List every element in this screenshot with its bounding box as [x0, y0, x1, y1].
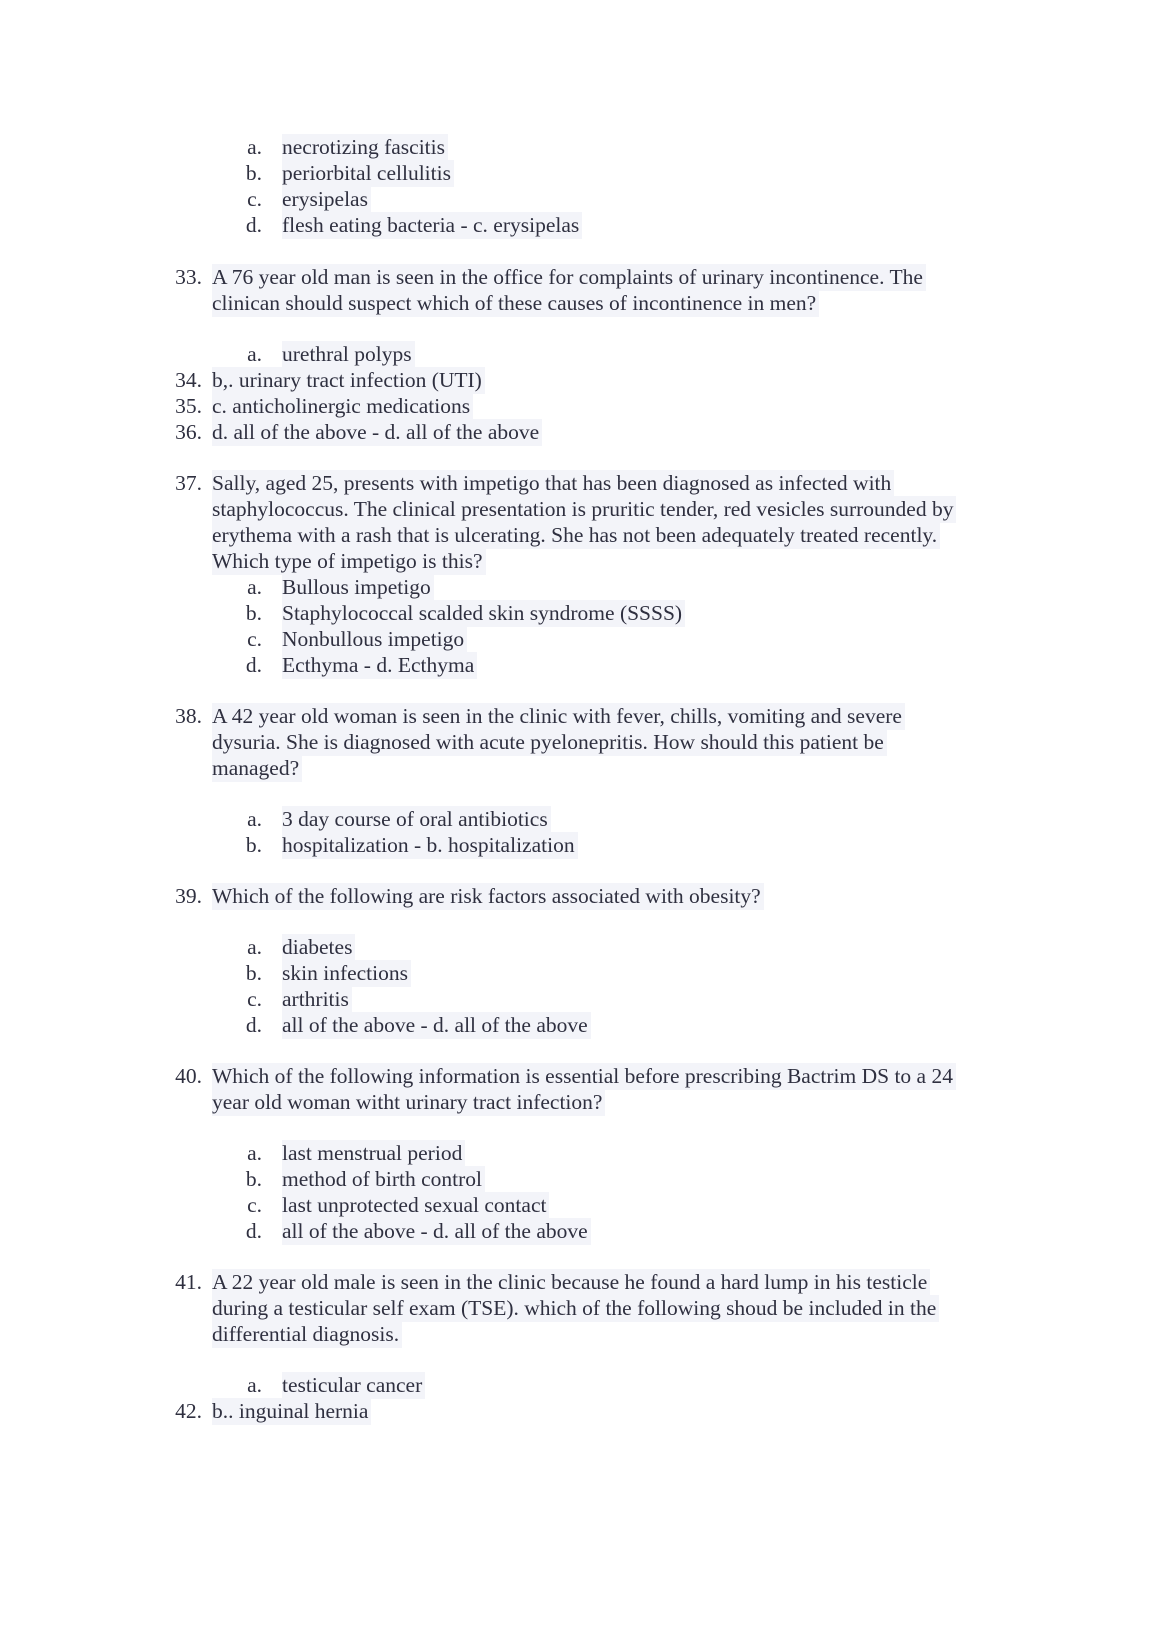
- option-letter: d.: [245, 1219, 262, 1243]
- item-number: 35.: [175, 394, 202, 418]
- option-letter: b.: [245, 961, 262, 985]
- option-letter: b.: [245, 161, 262, 185]
- option-text: Ecthyma - d. Ecthyma: [282, 652, 477, 679]
- option-letter: b.: [245, 1167, 262, 1191]
- option-letter: a.: [247, 575, 262, 599]
- item-number: 34.: [175, 368, 202, 392]
- option-letter: d.: [245, 213, 262, 237]
- question-text: Which type of impetigo is this?: [212, 548, 486, 575]
- option-letter: c.: [247, 627, 262, 651]
- option-letter: a.: [247, 135, 262, 159]
- question-text: staphylococcus. The clinical presentation is pruritic tender, red vesicles surrounded by: [212, 496, 956, 523]
- option-text: necrotizing fascitis: [282, 134, 448, 161]
- question-text: managed?: [212, 755, 302, 782]
- option-letter: a.: [247, 935, 262, 959]
- question-text: during a testicular self exam (TSE). which of the following shoud be included in the: [212, 1295, 939, 1322]
- option-letter: a.: [247, 1141, 262, 1165]
- item-text: b,. urinary tract infection (UTI): [212, 367, 485, 394]
- question-text: differential diagnosis.: [212, 1321, 402, 1348]
- option-text: Staphylococcal scalded skin syndrome (SSSS): [282, 600, 685, 627]
- question-number: 40.: [175, 1064, 202, 1088]
- item-text: c. anticholinergic medications: [212, 393, 473, 420]
- item-number: 36.: [175, 420, 202, 444]
- option-letter: d.: [245, 1013, 262, 1037]
- item-text: b.. inguinal hernia: [212, 1398, 371, 1425]
- option-text: flesh eating bacteria - c. erysipelas: [282, 212, 582, 239]
- option-text: method of birth control: [282, 1166, 485, 1193]
- question-text: erythema with a rash that is ulcerating. She has not been adequately treated recently.: [212, 522, 940, 549]
- option-letter: a.: [247, 807, 262, 831]
- option-letter: c.: [247, 187, 262, 211]
- option-text: all of the above - d. all of the above: [282, 1218, 591, 1245]
- option-text: last menstrual period: [282, 1140, 465, 1167]
- question-text: Sally, aged 25, presents with impetigo that has been diagnosed as infected with: [212, 470, 894, 497]
- option-text: diabetes: [282, 934, 355, 961]
- question-number: 37.: [175, 471, 202, 495]
- option-letter: d.: [245, 653, 262, 677]
- option-letter: b.: [245, 833, 262, 857]
- option-text: periorbital cellulitis: [282, 160, 454, 187]
- question-text: year old woman witht urinary tract infection?: [212, 1089, 605, 1116]
- option-text: arthritis: [282, 986, 352, 1013]
- question-text: A 42 year old woman is seen in the clinic with fever, chills, vomiting and severe: [212, 703, 905, 730]
- option-text: urethral polyps: [282, 341, 415, 368]
- question-text: Which of the following information is essential before prescribing Bactrim DS to a 24: [212, 1063, 956, 1090]
- option-text: testicular cancer: [282, 1372, 425, 1399]
- option-text: skin infections: [282, 960, 411, 987]
- question-text: A 22 year old male is seen in the clinic because he found a hard lump in his testicle: [212, 1269, 930, 1296]
- option-letter: a.: [247, 1373, 262, 1397]
- question-text: A 76 year old man is seen in the office for complaints of urinary incontinence. The: [212, 264, 926, 291]
- option-letter: c.: [247, 987, 262, 1011]
- option-text: all of the above - d. all of the above: [282, 1012, 591, 1039]
- option-text: 3 day course of oral antibiotics: [282, 806, 551, 833]
- question-text: Which of the following are risk factors associated with obesity?: [212, 883, 764, 910]
- question-text: dysuria. She is diagnosed with acute pyelonepritis. How should this patient be: [212, 729, 887, 756]
- option-letter: a.: [247, 342, 262, 366]
- item-text: d. all of the above - d. all of the above: [212, 419, 542, 446]
- option-letter: c.: [247, 1193, 262, 1217]
- question-number: 33.: [175, 265, 202, 289]
- question-number: 41.: [175, 1270, 202, 1294]
- option-text: last unprotected sexual contact: [282, 1192, 549, 1219]
- option-letter: b.: [245, 601, 262, 625]
- option-text: erysipelas: [282, 186, 371, 213]
- question-number: 39.: [175, 884, 202, 908]
- option-text: Bullous impetigo: [282, 574, 434, 601]
- option-text: hospitalization - b. hospitalization: [282, 832, 578, 859]
- option-text: Nonbullous impetigo: [282, 626, 467, 653]
- item-number: 42.: [175, 1399, 202, 1423]
- question-number: 38.: [175, 704, 202, 728]
- question-text: clinican should suspect which of these causes of incontinence in men?: [212, 290, 819, 317]
